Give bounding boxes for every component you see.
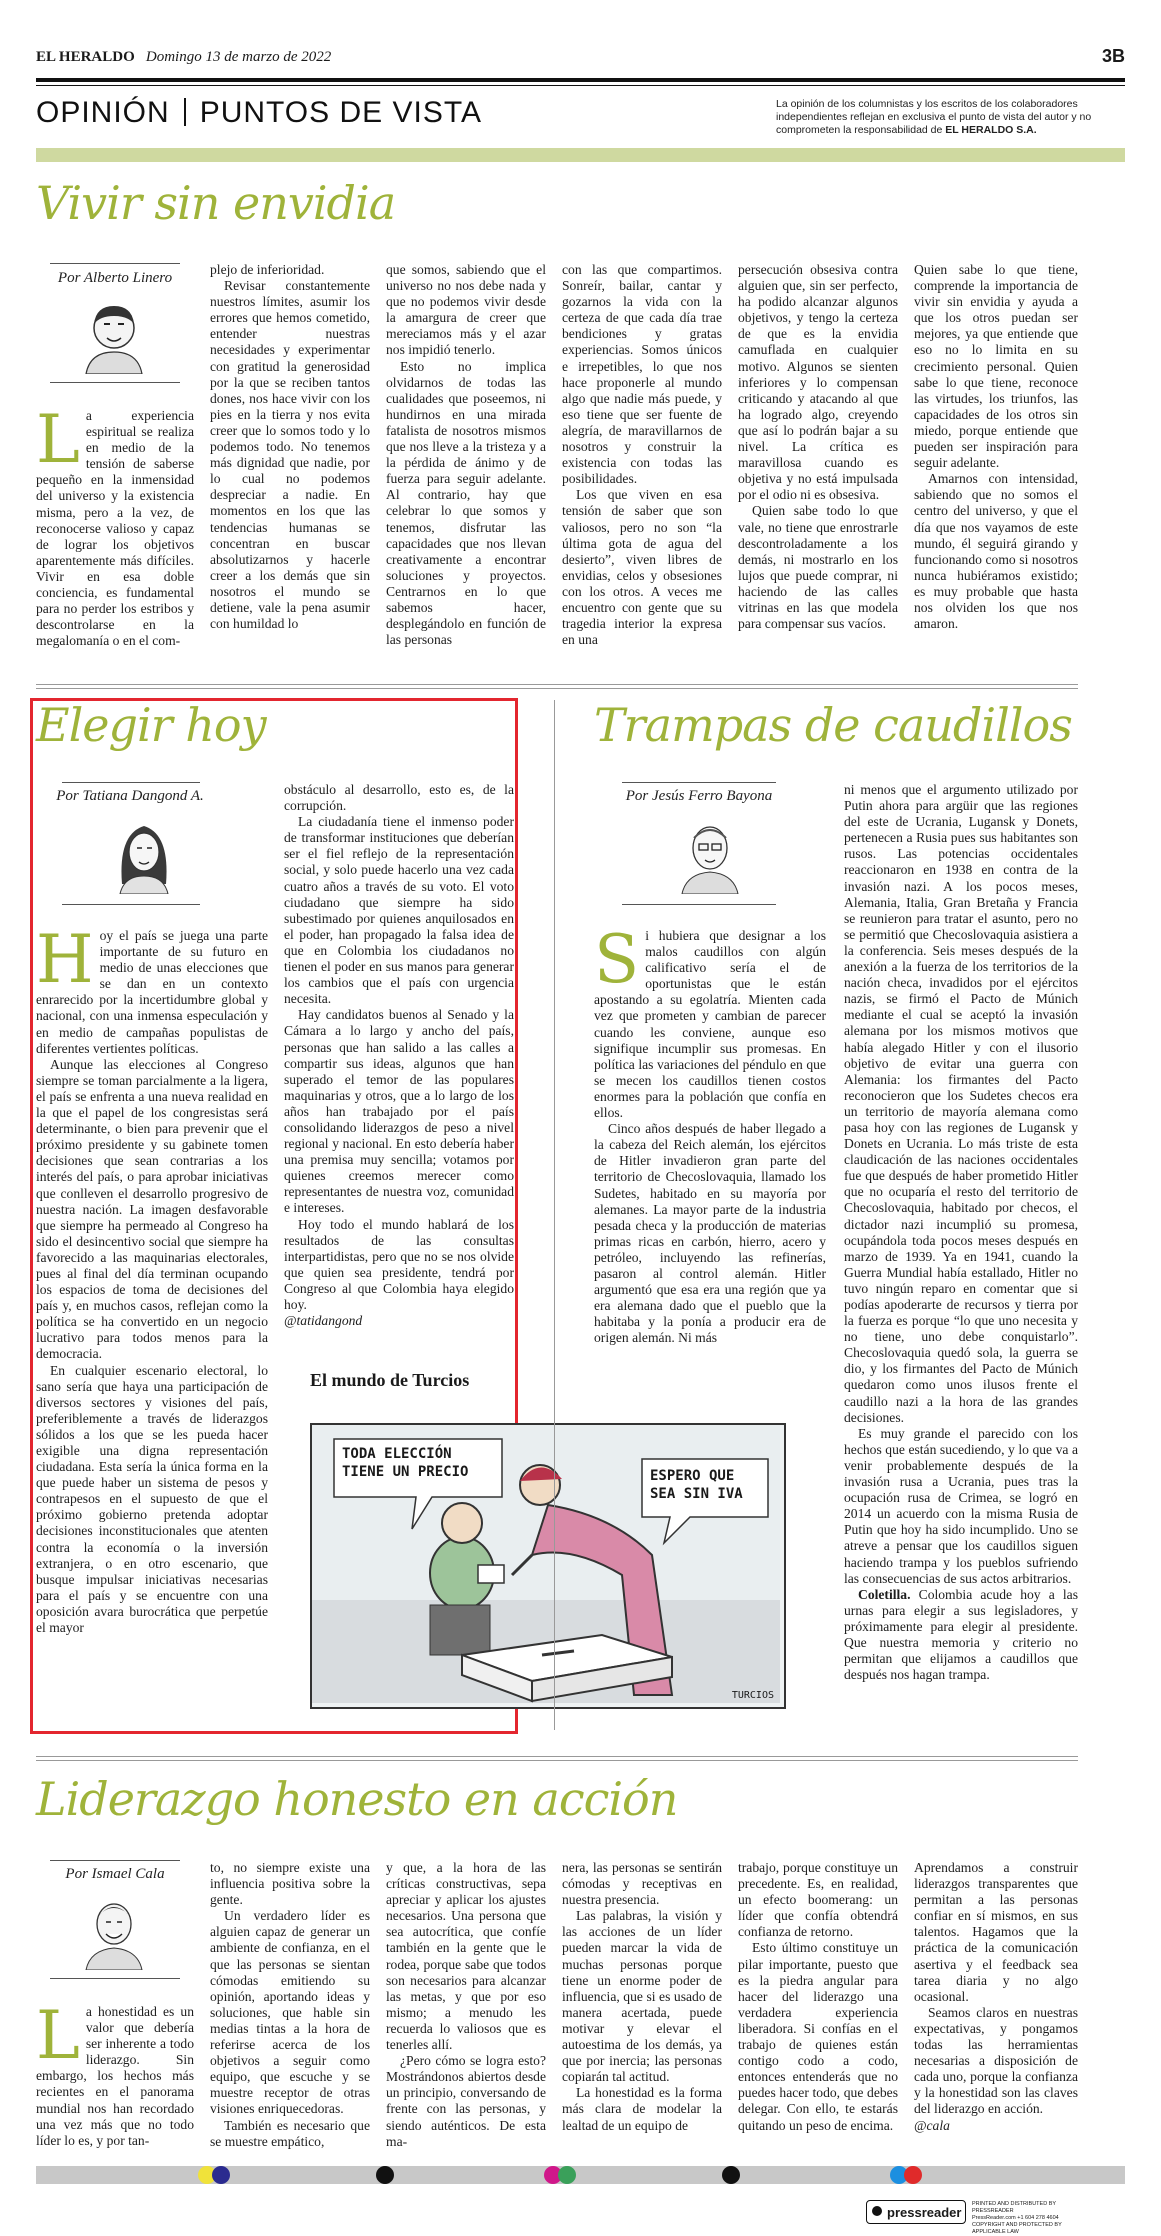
article-column — [36, 408, 194, 678]
pressreader-line: COPYRIGHT AND PROTECTED BY APPLICABLE LAW — [972, 2222, 1062, 2235]
cartoonist-signature: TURCIOS — [731, 1690, 774, 1701]
speech-bubble-text: ESPERO QUE SEA SIN IVA — [650, 1468, 743, 1502]
pressreader-icon — [872, 2206, 882, 2216]
article-column — [210, 262, 370, 680]
article-column — [594, 928, 826, 1368]
section-subname: PUNTOS DE VISTA — [199, 96, 482, 129]
article-separator — [36, 684, 1078, 685]
section-divider — [184, 98, 186, 126]
author-portrait — [104, 814, 184, 898]
portrait-illustration — [670, 814, 750, 894]
article-separator — [36, 688, 1078, 689]
paragraph: Un verdadero líder es alguien capaz de generar un ambiente de confianza, en el que las personas se sientan cómodas emitiendo su opinión, aportando ideas y soluciones, que hable sin medias tintas a la hora de referirse acerca de los objetivos a seguir como equipo, que escuche y se muestre receptor de otras visiones enriquecedoras. — [210, 1908, 370, 2117]
pressreader-footer — [866, 2200, 1096, 2235]
paragraph: trabajo, porque constituye un precedente. Es, en realidad, un efecto boomerang: un líder que confía obtendrá confianza de retorno. — [738, 1860, 898, 1940]
registration-mark — [722, 2166, 740, 2184]
portrait-illustration — [104, 814, 184, 894]
masthead-rule — [36, 78, 1125, 82]
byline: Por Ismael Cala — [65, 1866, 165, 1882]
byline-rule — [50, 263, 180, 264]
paragraph: ni menos que el argumento utilizado por Putin ahora para argüir que las regiones del este de Ucrania, Lugansk y Donets, pertenecen a Rusia pues sus habitantes son rusos. Las potencias occidentales reaccionaron en 1938 en contra de la invasión nazi. A los pocos meses, Alemania, Italia, Gran Bretaña y Francia se reunieron para tratar el asunto, pero no se permitió que Checoslovaquia asistiera a la conferencia. Seis meses después de la anexión a la fuerza de los territorios de la nación checa, invadidos por el ejércitos nazis, se firmó el Pacto de Múnich mediante el cual se aceptó la invasión alemana por los mismos motivos que había alegado Hitler y con el ilusorio objetivo de evitar una guerra con Alemania: los firmantes del Pacto reconocieron que los Sudetes checos era un territorio de mayoría alemana como pasa hoy con las regiones de Lugansk y Donets en Ucrania. Lo más triste de esta claudicación de las naciones occidentales fue que después de haber prometido Hitler que no ocuparía el resto del territorio de Checoslovaquia, habitado por checos, el dictador nazi incumplió su promesa, ocupándola toda pocos meses después en marzo de 1939. Ya en 1941, cuando la Guerra Mundial había estallado, Hitler no tuvo ningún reparo en comentar que si podías apoderarte de recursos y tierra por la fuerza es porque “lo que uno necesita y no tiene, uno debe conquistarlo”. Checoslovaquia quedó sola, la guerra se dio, y los firmantes del Pacto de Múnich quedaron como unos ilusos frente el caudillo nazi a la hora de las grandes decisiones. — [844, 782, 1078, 1425]
cartoon-title: El mundo de Turcios — [310, 1370, 470, 1390]
column-separator — [554, 700, 555, 1730]
article-separator — [36, 1760, 1078, 1761]
paragraph: to, no siempre existe una influencia positiva sobre la gente. — [210, 1860, 370, 1908]
byline-rule-bottom — [622, 904, 776, 905]
article-column — [562, 1860, 722, 2156]
registration-mark — [212, 2166, 230, 2184]
paragraph: Hoy todo el mundo hablará de los resultados de las consultas interpartidistas, pero que no se nos olvide que quien sea presidente, tendrá por Congreso al que Colombia haya elegido hoy. — [284, 1216, 514, 1312]
author-portrait — [74, 294, 154, 378]
paragraph: Esto no implica olvidarnos de todas las cualidades que poseemos, ni hundirnos en una mirada fatalista de nosotros mismos que nos lleve a la tristeza y a la pérdida de ánimo y de fuerza para seguir adelante. Al contrario, hay que celebrar lo que somos y tenemos, disfrutar las capacidades que nos llevan creativamente a encontrar soluciones y proyectos. Centrarnos en lo que sabemos hacer, desplegándolo en función de las personas — [386, 358, 546, 648]
paragraph: Aunque las elecciones al Congreso siempre se toman parcialmente a la ligera, el país se enfrenta a una nueva realidad en la que el papel de los congresistas será determinante, o bien para prevenir que el próximo presidente y su gabinete tomen decisiones que sean contrarias a los interés del país, o para aprobar iniciativas que conlleven el desarrollo progresivo de nuestra nación. La imagen desfavorable que siempre ha permeado al Congreso ha sido el desincentivo social que siempre ha favorecido a las maquinarias electorales, pues al final del día terminan ocupando los espacios de toma de decisiones del país y, en muchos casos, reflejan como la política se ha convertido en un negocio lucrativo para todos menos para la democracia. — [36, 1056, 268, 1362]
pressreader-logo: pressreader — [866, 2200, 966, 2224]
newspaper-name: EL HERALDO — [36, 49, 135, 65]
pressreader-line: PRINTED AND DISTRIBUTED BY PRESSREADER — [972, 2201, 1056, 2214]
paragraph: a experiencia espiritual se realiza en medio de la tensión de saberse pequeño en la inmensidad del universo y la existencia misma, pero a la vez, de reconocerse valioso y capaz de lograr los objetivos aparentemente más difíciles. Vivir en esa doble conciencia, es fundamental para no perder los estribos y descontrolarse en la megalomanía o en el com- — [36, 408, 194, 649]
drop-cap: S — [594, 928, 640, 998]
paragraph: También es necesario que se muestre empático, — [210, 2117, 370, 2149]
paragraph: oy el país se juega una parte importante de su futuro en medio de unas elecciones que se dan en un contexto enrarecido por la incertidumbre global y nacional, con una inmensa especulación y en medio de campañas populistas de diferentes vertientes políticas. — [36, 928, 268, 1056]
author-handle: @tatidangond — [284, 1313, 363, 1329]
disclaimer-company: EL HERALDO S.A. — [945, 124, 1037, 136]
byline: Por Alberto Linero — [57, 270, 173, 286]
masthead — [36, 46, 1125, 68]
paragraph: Hay candidatos buenos al Senado y la Cámara a lo largo y ancho del país, personas que han salido a las calles a compartir sus ideas, algunos que han superado el temor de las populares maquinarias y otros, que a lo largo de los años han trabajado por el país consolidando liderazgos de peso a nivel regional y nacional. En esto debería haber una premisa muy sencilla; votamos por quienes creemos merecer como representantes de nuestra voz, comunidad e intereses. — [284, 1007, 514, 1216]
disclaimer-text: La opinión de los columnistas y los escritos de los colaboradores independientes reflejan en exclusiva el punto de vista del autor y no comprometen la responsabilidad de — [776, 98, 1092, 136]
article-column — [914, 1860, 1078, 2156]
article-separator — [36, 1756, 1078, 1757]
paragraph: plejo de inferioridad. — [210, 262, 325, 277]
byline-rule — [62, 782, 200, 783]
article-column — [738, 262, 898, 680]
paragraph: obstáculo al desarrollo, esto es, de la corrupción. — [284, 782, 514, 814]
paragraph: nera, las personas se sentirán cómodas y receptivas en nuestra presencia. — [562, 1860, 722, 1908]
pressreader-line: PressReader.com +1 604 278 4604 — [972, 2215, 1059, 2221]
article-title: Vivir sin envidia — [36, 176, 396, 230]
coletilla-label: Coletilla. — [858, 1586, 911, 1602]
article-column — [738, 1860, 898, 2156]
paragraph: Los que viven en esa tensión de saber que son valiosos, pero no son “la última gota de agua del desierto”, viven libres de envidias, celos y obsesiones con los otros. A veces me encuentro con gente que su tragedia interior la expresa en una — [562, 487, 722, 648]
byline-rule-bottom — [50, 1978, 180, 1979]
article-column — [210, 1860, 370, 2156]
paragraph: Cinco años después de haber llegado a la cabeza del Reich alemán, los ejércitos de Hitler invadieron gran parte del territorio de Checoslovaquia, llamado los Sudetes, habitado en su mayoría por alemanes. La mayor parte de la industria pesada checa y la producción de materias primas ricas en carbón, hierro, acero y petróleo, incluyendo las refinerías, pasaron al control alemán. Hitler argumentó que esa era una región que ya era alemana dado que el pueblo que la habitaba y la ponía a producir era de origen alemán. Ni más — [594, 1121, 826, 1346]
article-title: Elegir hoy — [36, 698, 266, 752]
article-column — [284, 782, 514, 1342]
paragraph: con las que compartimos. Sonreír, bailar, cantar y gozarnos la vida con la certeza de que cada día trae bendiciones y gratas experiencias. Somos únicos e irrepetibles, lo que nos hace proponerle al mundo algo que nadie más puede, y eso tiene que ser fuente de alegría, de maravillarnos de nosotros y construir la existencia con todas las posibilidades. — [562, 262, 722, 487]
byline-rule-bottom — [62, 904, 200, 905]
paragraph: persecución obsesiva contra alguien que, sin ser perfecto, ha podido alcanzar algunos objetivos, y tengo la certeza de que es la envidia camuflada en cualquier motivo. Algunos se sienten inferiores y lo compensan criticando y atacando al que ha logrado algo, creyendo que así lo podrán bajar a su nivel. La crítica es maravillosa cuando es objetiva y no está impulsada por el odio ni es obsesiva. — [738, 262, 898, 503]
author-handle: @cala — [914, 2117, 950, 2133]
masthead-rule-thin — [36, 85, 1125, 86]
section-band — [36, 148, 1125, 162]
article-column — [36, 2004, 194, 2154]
byline-rule-bottom — [50, 382, 180, 383]
issue-date: Domingo 13 de marzo de 2022 — [145, 49, 332, 65]
article-column — [386, 262, 546, 680]
pressreader-note — [972, 2201, 1096, 2236]
paragraph: Quien sabe lo que tiene, comprende la importancia de vivir sin envidia y ayuda a que los otros puedan ser mejores, ya que entiende que eso no lo limita en su crecimiento personal. Quien sabe lo que tiene, reconoce las virtudes, los triunfos, las capacidades de los otros sin miedo, porque entiende que pueden ser inspiración para seguir adelante. — [914, 262, 1078, 471]
article-column — [36, 928, 268, 1724]
paragraph: Las palabras, la visión y las acciones de un líder pueden marcar la vida de muchas personas porque tiene un enorme poder de influencia, que si es usado de manera acertada, puede motivar y elevar el autoestima de los demás, ya que por inercia; las personas copiarán tal actitud. — [562, 1908, 722, 2085]
byline: Por Jesús Ferro Bayona — [625, 788, 773, 804]
byline-rule — [622, 782, 776, 783]
paragraph: Revisar constantemente nuestros límites, asumir los errores que hemos cometido, entender nuestras necesidades y experimentar con gratitud la generosidad por la que se reciben tantos dones, nos hace vivir con los pies en la tierra y nos evita creer que lo somos todo y lo podemos todo. No tenemos más dignidad que nadie, por lo cual no podemos despreciar a nadie. En momentos en los que las tendencias humanas se concentran en buscar absolutizarnos y hacerle creer a los demás que sin nosotros el mundo se detiene, vale la pena asumir con humildad lo — [210, 278, 370, 632]
author-portrait — [74, 1890, 154, 1974]
speech-bubble-text: TODA ELECCIÓN TIENE UN PRECIO — [342, 1446, 469, 1480]
article-column — [914, 262, 1078, 680]
article-column — [386, 1860, 546, 2156]
paragraph: i hubiera que designar a los malos caudillos con algún calificativo sería el de oportunistas que le están apostando a su egolatría. Mienten cada vez que prometen y cambian de parecer cuando les conviene, aunque eso signifique incumplir sus promesas. En política las variaciones del péndulo en que se mecen los caudillos tienen costos enormes para la población que confía en ellos. — [594, 928, 826, 1121]
paragraph: Seamos claros en nuestras expectativas, y pongamos todas las herramientas necesarias a disposición de cada uno, porque la confianza y la honestidad son las claves del liderazgo en acción. — [914, 2004, 1078, 2117]
portrait-illustration — [74, 1890, 154, 1970]
drop-cap: L — [36, 408, 80, 478]
cartoon-panel — [310, 1423, 786, 1709]
paragraph: a honestidad es un valor que debería ser inherente a todo liderazgo. Sin embargo, los hechos más recientes en el panorama mundial nos han recordado una vez más que no todo líder lo es, y por tan- — [36, 2004, 194, 2148]
paragraph: y que, a la hora de las críticas constructivas, sepa apreciar y aplicar los ajustes necesarios. Una persona que sea autocrítica, que confíe también en la gente que le rodea, porque sabe que todos son necesarios para alcanzar las metas, y que por eso mismo; a menudo les recuerda lo valiosos que es tenerles allí. — [386, 1860, 546, 2053]
paragraph: Quien sabe todo lo que vale, no tiene que enrostrarle descontroladamente a los demás, ni mostrarlo en los lujos que puede comprar, ni haciendo de las calles vitrinas en las que modela para compensar sus vacíos. — [738, 503, 898, 632]
section-title — [36, 96, 482, 130]
paragraph: En cualquier escenario electoral, lo sano sería que haya una participación de diversos sectores y visiones del país, preferiblemente a través de liderazgos sólidos a los que se les pueda hacer exigible una digna representación ciudadana. Esta sería la única forma en la que puede haber un sistema de pesos y contrapesos en el supuesto de que el próximo gobierno pretenda adoptar decisiones inconstitucionales que atenten contra la economía o la inversión extranjera, o en otro escenario, que busque impulsar iniciativas necesarias para el país y se encuentre con una oposición avara burocrática que perpetúe el mayor — [36, 1362, 268, 1636]
article-column — [562, 262, 722, 680]
portrait-illustration — [74, 294, 154, 374]
paragraph: La honestidad es la forma más clara de modelar la lealtad de un equipo de — [562, 2085, 722, 2133]
paragraph: La ciudadanía tiene el inmenso poder de transformar instituciones que deberían ser el fiel reflejo de la representación social, y solo puede hacerlo una vez cada cuatro años a través de su voto. El voto ciudadano que siempre ha sido subestimado por quienes anquilosados en el poder, han propagado la falsa idea de que en Colombia los ciudadanos no tienen el poder en sus manos para generar los cambios que el país con urgencia necesita. — [284, 814, 514, 1007]
registration-mark — [376, 2166, 394, 2184]
article-column — [844, 782, 1078, 1722]
paragraph: que somos, sabiendo que el universo no nos debe nada y que no podemos vivir desde la amargura de creer que mereciamos más y el azar nos impidió tenerlo. — [386, 262, 546, 358]
paragraph: Amarnos con intensidad, sabiendo que no somos el centro del universo, y que el día que nos vayamos de este mundo, él seguirá girando y funcionando como si nosotros nunca hubiéramos existido; es muy probable que hasta nos olviden los que nos amaron. — [914, 471, 1078, 632]
paragraph: Aprendamos a construir liderazgos transparentes que permitan a las personas confiar en sí mismos, en sus talentos. Hagamos que la práctica de la comunicación asertiva y el feedback sea tarea diaria y no algo ocasional. — [914, 1860, 1078, 2004]
article-title: Trampas de caudillos — [594, 698, 1072, 752]
section-name: OPINIÓN — [36, 96, 170, 129]
paragraph: Esto último constituye un pilar importante, puesto que es la piedra angular para hacer del liderazgo una verdadera experiencia liberadora. Si confías en el trabajo de quienes están contigo codo a codo, entonces entenderás que no puedes hacer todo, que debes delegar. Con ello, te estarás quitando un peso de encima. — [738, 1940, 898, 2133]
registration-mark — [558, 2166, 576, 2184]
byline: Por Tatiana Dangond A. — [56, 788, 204, 804]
coletilla-text: Colombia acude hoy a las urnas para elegir a sus legisladores, y próximamente para elegir al presidente. Que nuestra memoria y criterio no permitan que elijamos a caudillos que después nos hagan trampa. — [844, 1586, 1078, 1683]
byline-rule — [50, 1860, 180, 1861]
author-portrait — [670, 814, 750, 898]
page-number: 3B — [1101, 46, 1125, 66]
paragraph: ¿Pero cómo se logra esto? Mostrándonos abiertos desde un principio, conversando de frente con las personas, y siendo auténticos. De esta ma- — [386, 2053, 546, 2149]
registration-mark — [904, 2166, 922, 2184]
drop-cap: H — [36, 928, 94, 998]
paragraph: Es muy grande el parecido con los hechos que están sucediendo, y lo que va a venir probablemente después de la invasión rusa a Ucrania, pues tras la ocupación rusa de Crimea, se logró en 2014 un acuerdo con la misma Rusia de Putin que hoy ha sido incumplido. Uno se atreve a pensar que los caudillos siguen haciendo trampa y los pueblos sufriendo las consecuencias de sus actos arbitrarios. — [844, 1425, 1078, 1586]
drop-cap: L — [36, 2004, 80, 2074]
article-title: Liderazgo honesto en acción — [36, 1772, 678, 1826]
editorial-disclaimer — [776, 98, 1126, 137]
